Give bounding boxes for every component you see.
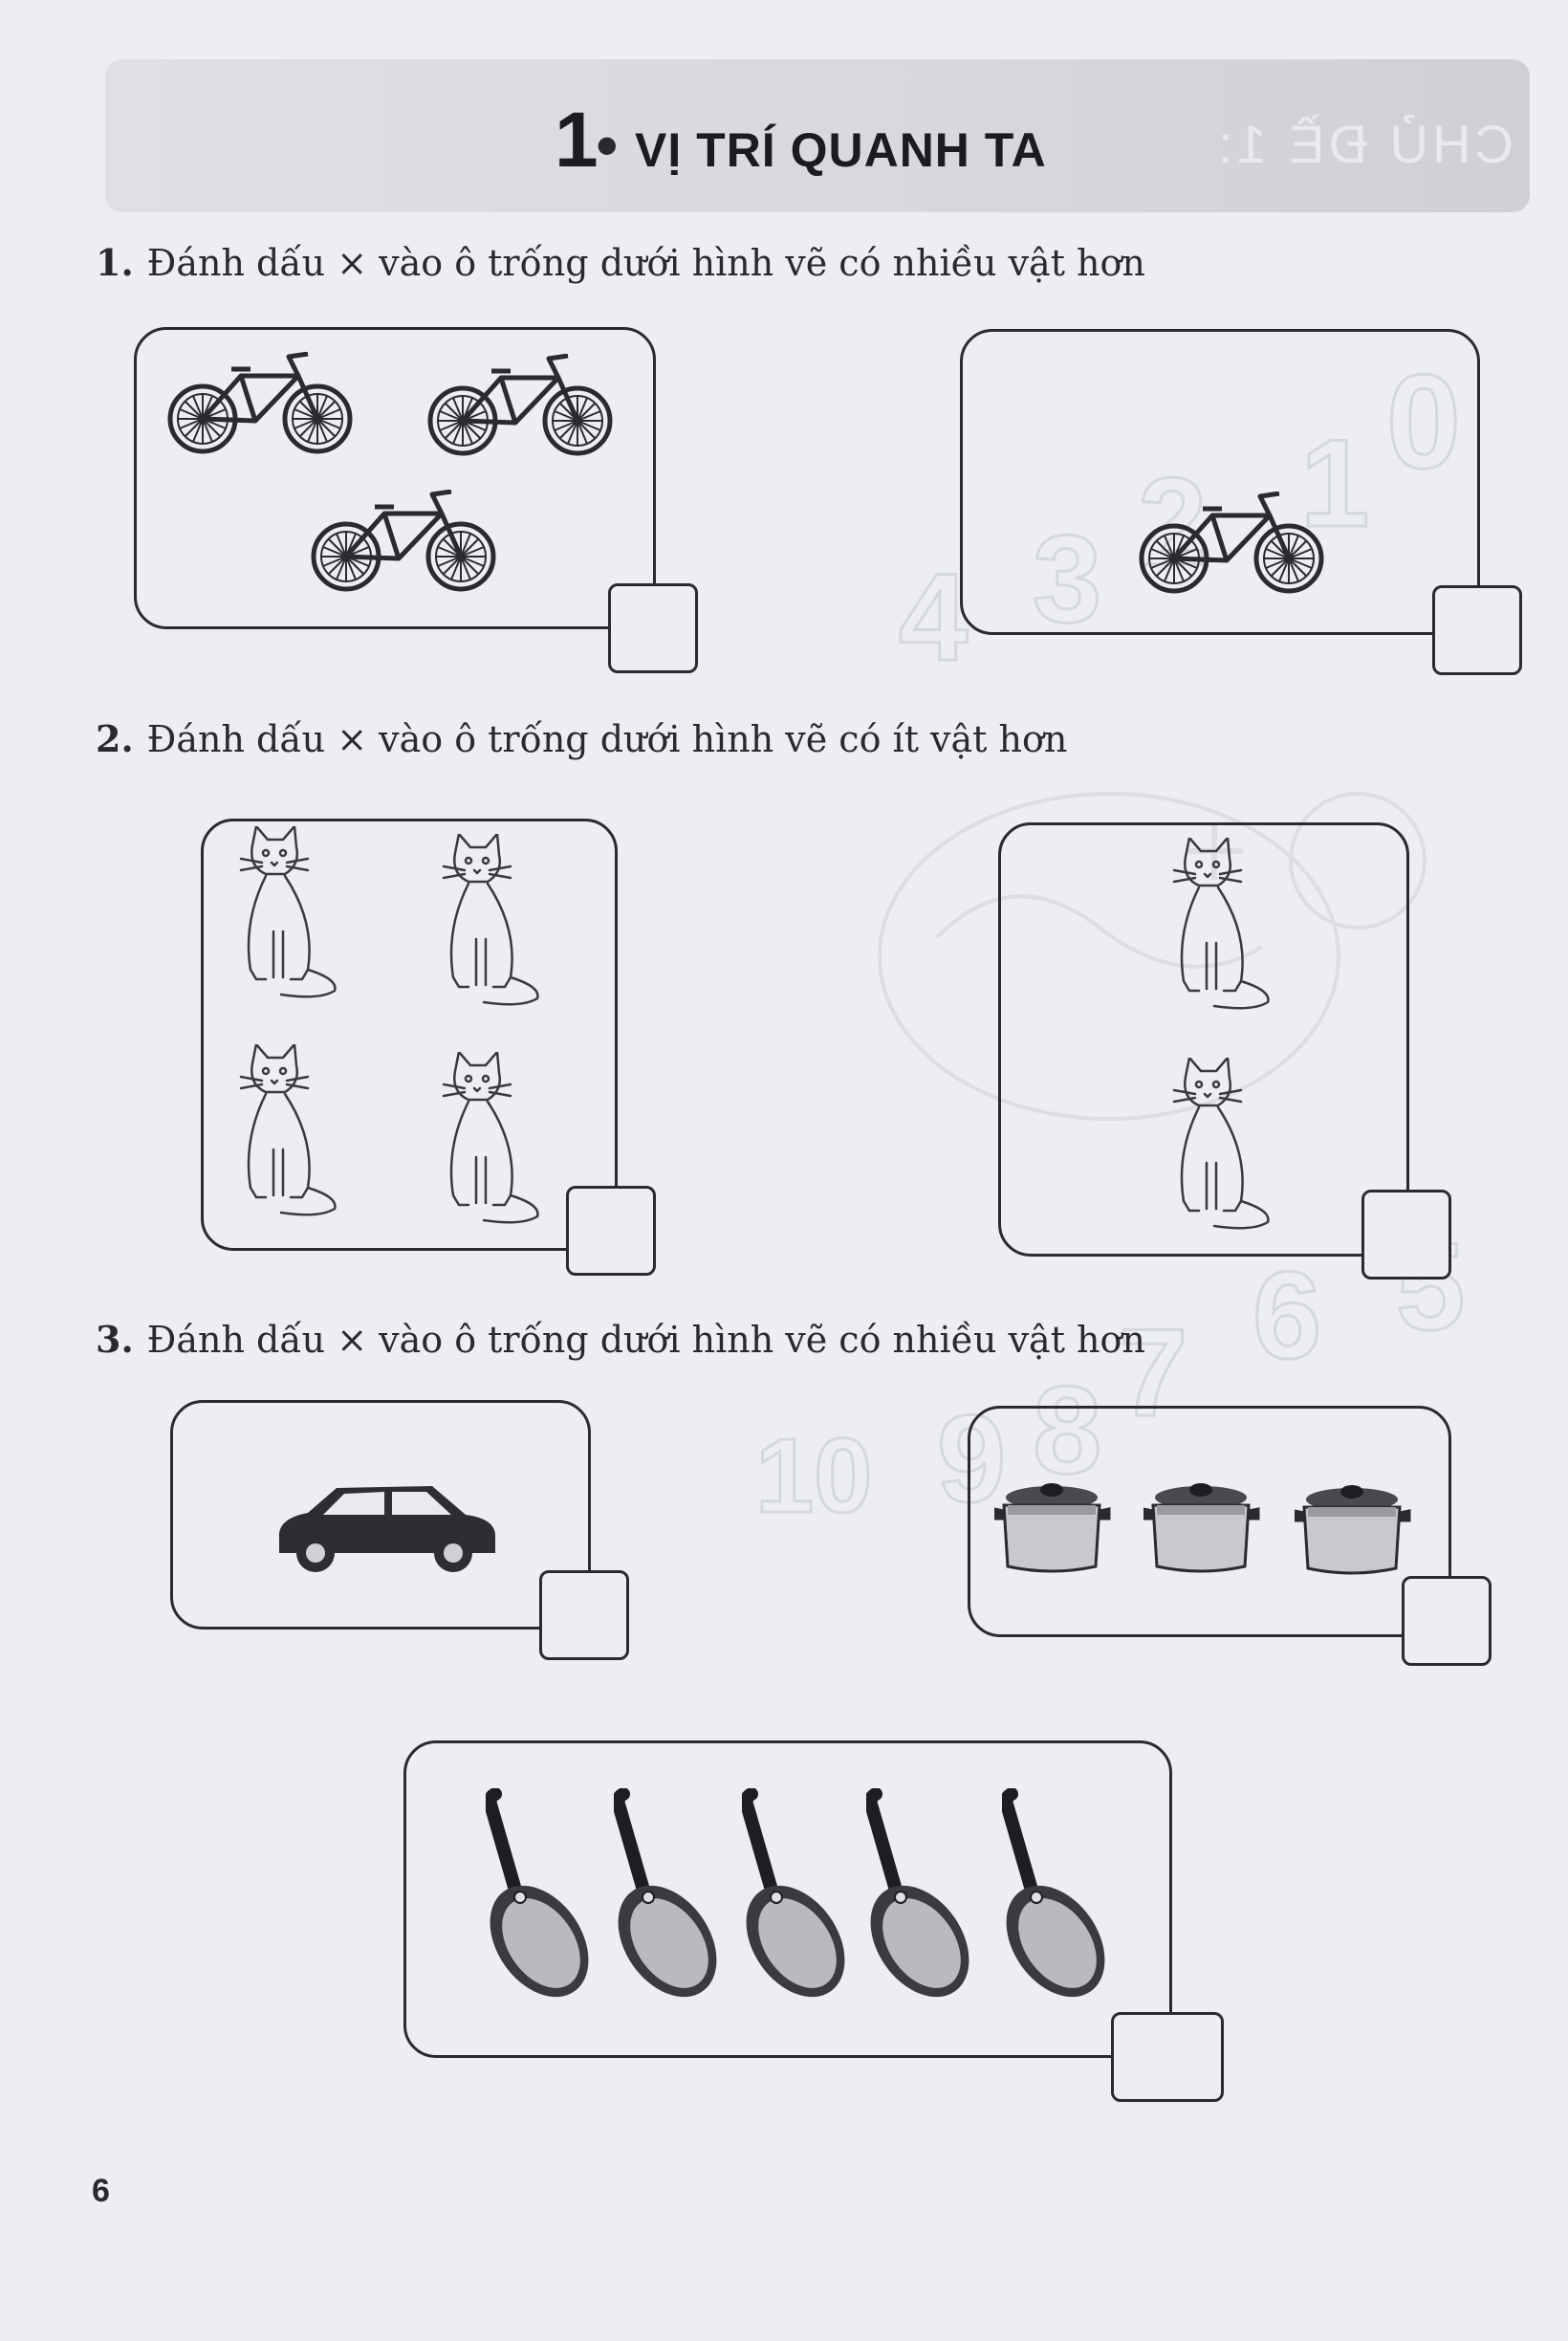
question-number: 3. [96,1318,134,1361]
pot-icon [994,1480,1113,1580]
frying-pan-icon [1002,1788,1117,2008]
cat-icon [1157,1058,1281,1239]
answer-checkbox[interactable] [1361,1190,1451,1280]
cat-icon [426,834,551,1016]
bleed-digit: 2 [1138,451,1208,591]
pot-icon [1143,1480,1262,1580]
bleed-digit: 3 [1033,509,1102,648]
lesson-title: VỊ TRÍ QUANH TA [635,123,1047,177]
question-text: Đánh dấu × vào ô trống dưới hình vẽ có ít vật hơn [146,718,1068,760]
answer-checkbox[interactable] [608,583,698,673]
bleed-digit: 4 [899,547,969,687]
answer-checkbox[interactable] [566,1186,656,1276]
lesson-dot: • [596,111,619,180]
frying-pan-icon [866,1788,981,2008]
cat-icon [224,826,348,1008]
bicycle-icon [164,352,365,467]
bleed-digit: 8 [1033,1360,1102,1499]
bicycle-icon [308,490,509,604]
question-number: 2. [96,717,134,760]
bleed-digit: 1 [1300,413,1370,553]
lesson-number: 1 [555,97,597,184]
answer-checkbox[interactable] [1402,1576,1492,1666]
question-2 [96,717,1067,760]
question-text: Đánh dấu × vào ô trống dưới hình vẽ có nhiều vật hơn [146,242,1145,284]
bleed-digit: 7 [1119,1302,1188,1442]
lesson-title-group [555,96,1047,186]
page-number: 6 [92,2173,110,2209]
question-3 [96,1318,1145,1361]
bleed-digit: 6 [1252,1245,1322,1385]
bicycle-icon [1136,492,1337,606]
pot-icon [1295,1482,1413,1582]
bleed-digit: 5 [1396,1216,1466,1356]
answer-checkbox[interactable] [1111,2012,1224,2102]
cat-icon [426,1052,551,1234]
bleed-digit: 0 [1386,346,1461,496]
question-1 [96,241,1145,284]
car-icon [270,1480,505,1580]
frying-pan-icon [486,1788,600,2008]
frying-pan-icon [614,1788,729,2008]
frying-pan-icon [742,1788,857,2008]
cat-icon [224,1044,348,1226]
cat-icon [1157,838,1281,1019]
bleed-digit: 9 [937,1389,1007,1528]
answer-checkbox[interactable] [539,1570,629,1660]
chapter-watermark: CHỦ ĐỀ 1: [1214,114,1514,174]
bicycle-icon [425,354,625,469]
question-text: Đánh dấu × vào ô trống dưới hình vẽ có nhiều vật hơn [146,1319,1145,1361]
bleed-digit: 10 [755,1417,873,1535]
answer-checkbox[interactable] [1432,585,1522,675]
question-number: 1. [96,241,134,284]
